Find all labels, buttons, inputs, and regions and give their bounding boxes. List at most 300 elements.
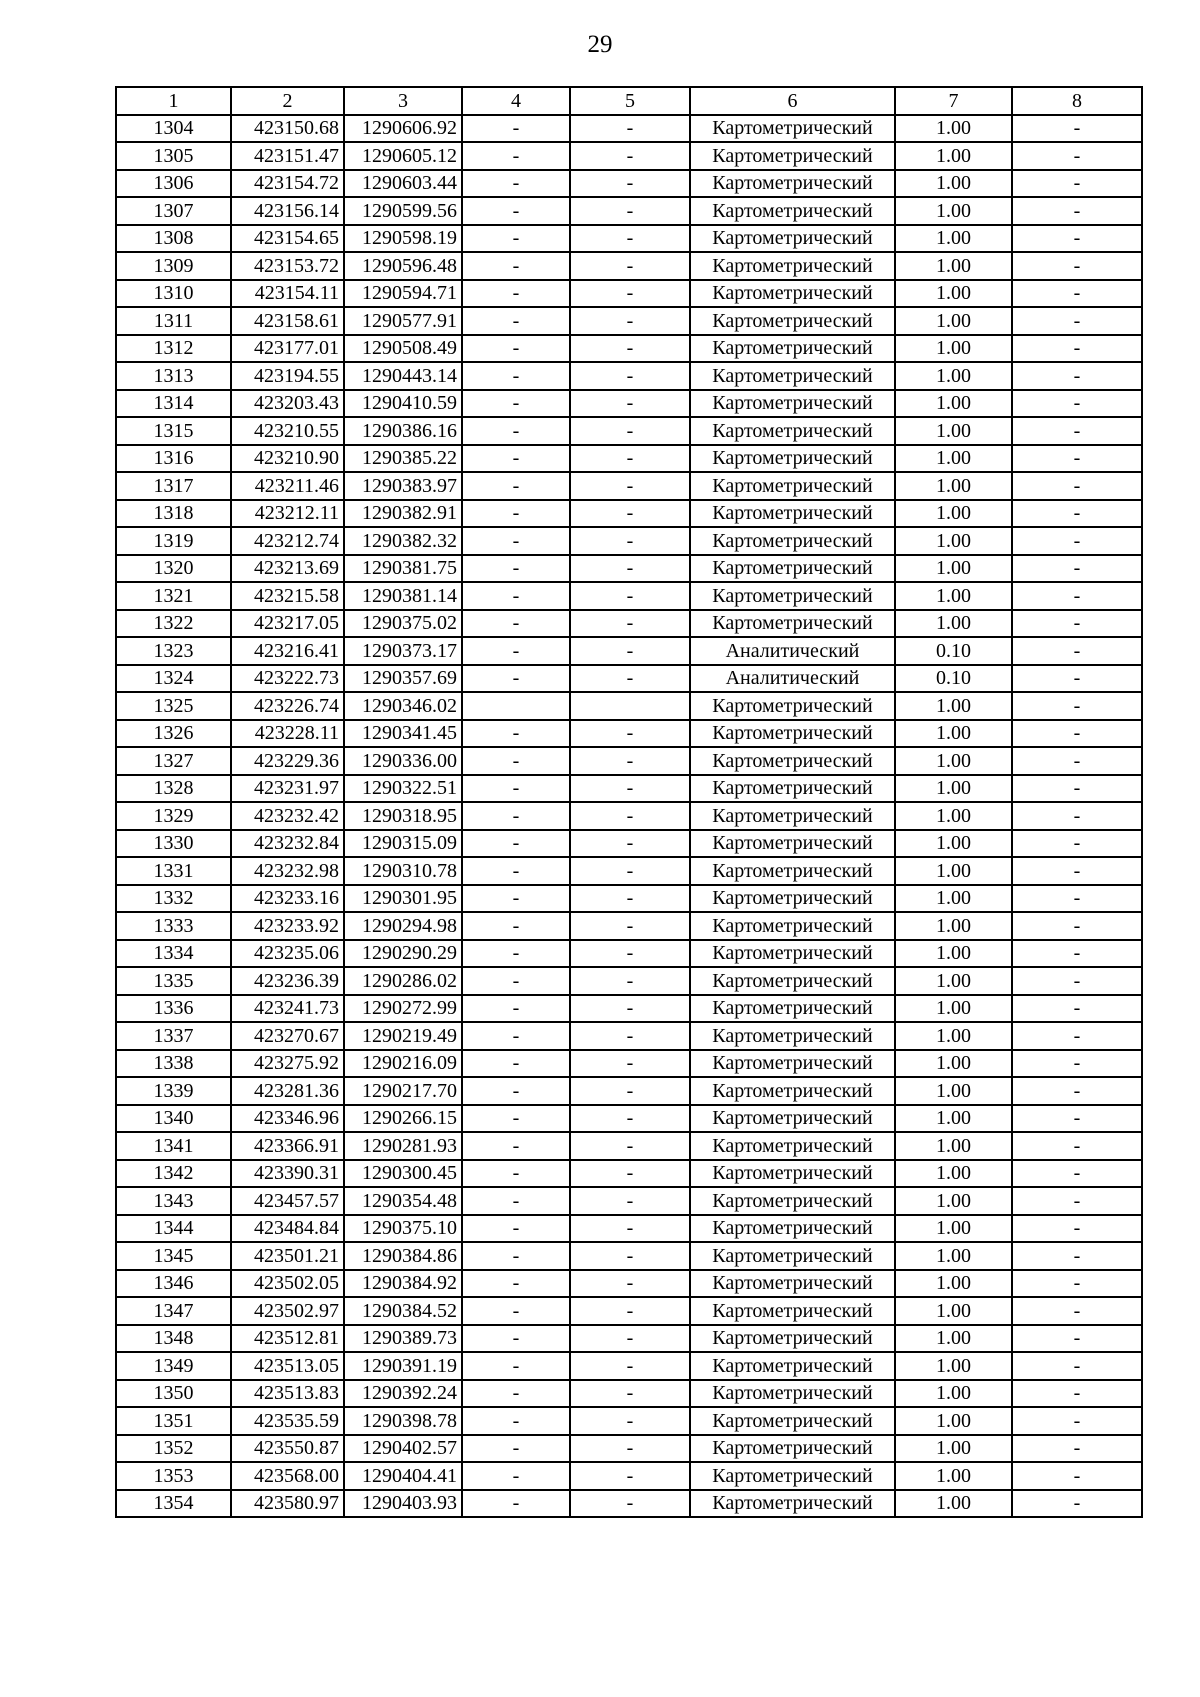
column-4-cell: -: [462, 1380, 570, 1408]
point-number-cell: 1347: [116, 1297, 231, 1325]
point-number-cell: 1338: [116, 1050, 231, 1078]
method-cell: Картометрический: [690, 775, 895, 803]
column-5-cell: -: [570, 1325, 690, 1353]
y-coordinate-cell: 1290318.95: [344, 802, 462, 830]
method-cell: Картометрический: [690, 857, 895, 885]
x-coordinate-cell: 423535.59: [231, 1407, 344, 1435]
method-cell: Картометрический: [690, 1022, 895, 1050]
table-row: [116, 885, 1142, 913]
column-8-cell: -: [1012, 252, 1142, 280]
method-cell: Картометрический: [690, 142, 895, 170]
accuracy-cell: 1.00: [895, 912, 1012, 940]
x-coordinate-cell: 423513.83: [231, 1380, 344, 1408]
column-8-cell: -: [1012, 720, 1142, 748]
column-header: 1: [116, 87, 231, 115]
column-8-cell: -: [1012, 307, 1142, 335]
column-8-cell: -: [1012, 665, 1142, 693]
accuracy-cell: 1.00: [895, 1407, 1012, 1435]
column-4-cell: [462, 692, 570, 720]
method-cell: Картометрический: [690, 1242, 895, 1270]
column-5-cell: -: [570, 445, 690, 473]
x-coordinate-cell: 423229.36: [231, 747, 344, 775]
y-coordinate-cell: 1290603.44: [344, 170, 462, 198]
point-number-cell: 1308: [116, 225, 231, 253]
method-cell: Картометрический: [690, 1297, 895, 1325]
column-8-cell: -: [1012, 225, 1142, 253]
x-coordinate-cell: 423226.74: [231, 692, 344, 720]
column-5-cell: -: [570, 1132, 690, 1160]
x-coordinate-cell: 423233.16: [231, 885, 344, 913]
column-8-cell: -: [1012, 1105, 1142, 1133]
table-row: [116, 995, 1142, 1023]
point-number-cell: 1306: [116, 170, 231, 198]
y-coordinate-cell: 1290301.95: [344, 885, 462, 913]
x-coordinate-cell: 423275.92: [231, 1050, 344, 1078]
method-cell: Картометрический: [690, 995, 895, 1023]
y-coordinate-cell: 1290383.97: [344, 472, 462, 500]
column-4-cell: -: [462, 775, 570, 803]
column-8-cell: -: [1012, 747, 1142, 775]
point-number-cell: 1305: [116, 142, 231, 170]
column-5-cell: -: [570, 225, 690, 253]
y-coordinate-cell: 1290598.19: [344, 225, 462, 253]
method-cell: Картометрический: [690, 170, 895, 198]
column-5-cell: -: [570, 1352, 690, 1380]
y-coordinate-cell: 1290385.22: [344, 445, 462, 473]
table-row: [116, 1297, 1142, 1325]
y-coordinate-cell: 1290508.49: [344, 335, 462, 363]
y-coordinate-cell: 1290375.10: [344, 1215, 462, 1243]
column-5-cell: -: [570, 1242, 690, 1270]
page-number: 29: [587, 31, 613, 58]
accuracy-cell: 1.00: [895, 142, 1012, 170]
y-coordinate-cell: 1290392.24: [344, 1380, 462, 1408]
column-4-cell: -: [462, 967, 570, 995]
x-coordinate-cell: 423501.21: [231, 1242, 344, 1270]
x-coordinate-cell: 423153.72: [231, 252, 344, 280]
method-cell: Картометрический: [690, 1352, 895, 1380]
point-number-cell: 1341: [116, 1132, 231, 1160]
column-4-cell: -: [462, 390, 570, 418]
accuracy-cell: 1.00: [895, 1215, 1012, 1243]
column-5-cell: -: [570, 307, 690, 335]
x-coordinate-cell: 423580.97: [231, 1490, 344, 1518]
x-coordinate-cell: 423154.72: [231, 170, 344, 198]
column-4-cell: -: [462, 500, 570, 528]
point-number-cell: 1324: [116, 665, 231, 693]
column-8-cell: -: [1012, 362, 1142, 390]
column-5-cell: -: [570, 252, 690, 280]
table-row: [116, 1077, 1142, 1105]
x-coordinate-cell: 423217.05: [231, 610, 344, 638]
accuracy-cell: 1.00: [895, 197, 1012, 225]
table-row: [116, 1215, 1142, 1243]
y-coordinate-cell: 1290606.92: [344, 115, 462, 143]
column-8-cell: -: [1012, 1325, 1142, 1353]
column-5-cell: -: [570, 995, 690, 1023]
y-coordinate-cell: 1290402.57: [344, 1435, 462, 1463]
method-cell: Картометрический: [690, 362, 895, 390]
column-8-cell: -: [1012, 637, 1142, 665]
column-4-cell: -: [462, 802, 570, 830]
column-5-cell: -: [570, 940, 690, 968]
table-row: [116, 280, 1142, 308]
column-8-cell: -: [1012, 967, 1142, 995]
x-coordinate-cell: 423346.96: [231, 1105, 344, 1133]
point-number-cell: 1353: [116, 1462, 231, 1490]
column-4-cell: -: [462, 335, 570, 363]
column-8-cell: -: [1012, 885, 1142, 913]
point-number-cell: 1343: [116, 1187, 231, 1215]
column-5-cell: -: [570, 775, 690, 803]
x-coordinate-cell: 423281.36: [231, 1077, 344, 1105]
column-8-cell: -: [1012, 1407, 1142, 1435]
column-8-cell: -: [1012, 1242, 1142, 1270]
point-number-cell: 1323: [116, 637, 231, 665]
y-coordinate-cell: 1290384.86: [344, 1242, 462, 1270]
column-4-cell: -: [462, 197, 570, 225]
column-8-cell: -: [1012, 1462, 1142, 1490]
y-coordinate-cell: 1290357.69: [344, 665, 462, 693]
table-row: [116, 252, 1142, 280]
column-4-cell: -: [462, 1215, 570, 1243]
table-row: [116, 1105, 1142, 1133]
column-5-cell: -: [570, 1297, 690, 1325]
method-cell: Аналитический: [690, 637, 895, 665]
y-coordinate-cell: 1290341.45: [344, 720, 462, 748]
column-8-cell: -: [1012, 527, 1142, 555]
accuracy-cell: 1.00: [895, 1297, 1012, 1325]
y-coordinate-cell: 1290346.02: [344, 692, 462, 720]
column-header: 4: [462, 87, 570, 115]
accuracy-cell: 1.00: [895, 1022, 1012, 1050]
column-5-cell: -: [570, 1435, 690, 1463]
column-4-cell: -: [462, 1077, 570, 1105]
table-row: [116, 197, 1142, 225]
column-5-cell: -: [570, 1077, 690, 1105]
accuracy-cell: 1.00: [895, 1325, 1012, 1353]
column-5-cell: -: [570, 280, 690, 308]
table-row: [116, 665, 1142, 693]
column-4-cell: -: [462, 1325, 570, 1353]
accuracy-cell: 1.00: [895, 1050, 1012, 1078]
column-8-cell: -: [1012, 802, 1142, 830]
column-4-cell: -: [462, 1297, 570, 1325]
x-coordinate-cell: 423210.55: [231, 417, 344, 445]
table-row: [116, 1462, 1142, 1490]
x-coordinate-cell: 423235.06: [231, 940, 344, 968]
column-5-cell: -: [570, 1187, 690, 1215]
x-coordinate-cell: 423154.11: [231, 280, 344, 308]
table-row: [116, 417, 1142, 445]
table-row: [116, 500, 1142, 528]
column-5-cell: -: [570, 142, 690, 170]
y-coordinate-cell: 1290354.48: [344, 1187, 462, 1215]
accuracy-cell: 1.00: [895, 170, 1012, 198]
point-number-cell: 1312: [116, 335, 231, 363]
column-8-cell: -: [1012, 912, 1142, 940]
column-5-cell: -: [570, 115, 690, 143]
point-number-cell: 1329: [116, 802, 231, 830]
point-number-cell: 1314: [116, 390, 231, 418]
column-8-cell: -: [1012, 197, 1142, 225]
column-8-cell: -: [1012, 1050, 1142, 1078]
column-8-cell: -: [1012, 1435, 1142, 1463]
x-coordinate-cell: 423194.55: [231, 362, 344, 390]
accuracy-cell: 1.00: [895, 390, 1012, 418]
method-cell: Картометрический: [690, 555, 895, 583]
table-row: [116, 720, 1142, 748]
column-8-cell: -: [1012, 1022, 1142, 1050]
column-5-cell: -: [570, 527, 690, 555]
y-coordinate-cell: 1290596.48: [344, 252, 462, 280]
table-row: [116, 1270, 1142, 1298]
point-number-cell: 1311: [116, 307, 231, 335]
x-coordinate-cell: 423270.67: [231, 1022, 344, 1050]
accuracy-cell: 1.00: [895, 692, 1012, 720]
accuracy-cell: 0.10: [895, 637, 1012, 665]
y-coordinate-cell: 1290217.70: [344, 1077, 462, 1105]
x-coordinate-cell: 423513.05: [231, 1352, 344, 1380]
point-number-cell: 1307: [116, 197, 231, 225]
method-cell: Картометрический: [690, 390, 895, 418]
column-8-cell: -: [1012, 1132, 1142, 1160]
y-coordinate-cell: 1290300.45: [344, 1160, 462, 1188]
accuracy-cell: 1.00: [895, 252, 1012, 280]
column-4-cell: -: [462, 582, 570, 610]
column-4-cell: -: [462, 885, 570, 913]
table-row: [116, 1242, 1142, 1270]
column-4-cell: -: [462, 665, 570, 693]
column-header: 3: [344, 87, 462, 115]
x-coordinate-cell: 423231.97: [231, 775, 344, 803]
point-number-cell: 1304: [116, 115, 231, 143]
column-8-cell: -: [1012, 1297, 1142, 1325]
method-cell: Картометрический: [690, 1407, 895, 1435]
y-coordinate-cell: 1290391.19: [344, 1352, 462, 1380]
column-4-cell: -: [462, 170, 570, 198]
table-row: [116, 335, 1142, 363]
column-8-cell: -: [1012, 830, 1142, 858]
point-number-cell: 1342: [116, 1160, 231, 1188]
x-coordinate-cell: 423502.97: [231, 1297, 344, 1325]
column-5-cell: -: [570, 170, 690, 198]
method-cell: Картометрический: [690, 1270, 895, 1298]
accuracy-cell: 1.00: [895, 307, 1012, 335]
method-cell: Картометрический: [690, 1160, 895, 1188]
x-coordinate-cell: 423457.57: [231, 1187, 344, 1215]
column-5-cell: -: [570, 747, 690, 775]
method-cell: Картометрический: [690, 1435, 895, 1463]
x-coordinate-cell: 423158.61: [231, 307, 344, 335]
table-row: [116, 610, 1142, 638]
column-8-cell: -: [1012, 1160, 1142, 1188]
column-5-cell: -: [570, 720, 690, 748]
column-4-cell: -: [462, 1490, 570, 1518]
x-coordinate-cell: 423177.01: [231, 335, 344, 363]
y-coordinate-cell: 1290443.14: [344, 362, 462, 390]
y-coordinate-cell: 1290266.15: [344, 1105, 462, 1133]
y-coordinate-cell: 1290410.59: [344, 390, 462, 418]
method-cell: Картометрический: [690, 830, 895, 858]
accuracy-cell: 1.00: [895, 555, 1012, 583]
method-cell: Картометрический: [690, 1050, 895, 1078]
point-number-cell: 1346: [116, 1270, 231, 1298]
column-5-cell: -: [570, 967, 690, 995]
column-5-cell: -: [570, 802, 690, 830]
column-4-cell: -: [462, 1105, 570, 1133]
y-coordinate-cell: 1290286.02: [344, 967, 462, 995]
method-cell: Картометрический: [690, 940, 895, 968]
accuracy-cell: 1.00: [895, 445, 1012, 473]
x-coordinate-cell: 423236.39: [231, 967, 344, 995]
accuracy-cell: 1.00: [895, 747, 1012, 775]
column-8-cell: -: [1012, 692, 1142, 720]
column-4-cell: -: [462, 857, 570, 885]
y-coordinate-cell: 1290381.14: [344, 582, 462, 610]
point-number-cell: 1326: [116, 720, 231, 748]
column-8-cell: -: [1012, 142, 1142, 170]
column-4-cell: -: [462, 445, 570, 473]
table-row: [116, 1050, 1142, 1078]
table-row: [116, 1187, 1142, 1215]
column-5-cell: -: [570, 1407, 690, 1435]
x-coordinate-cell: 423232.42: [231, 802, 344, 830]
point-number-cell: 1344: [116, 1215, 231, 1243]
table-row: [116, 775, 1142, 803]
column-4-cell: -: [462, 362, 570, 390]
table-row: [116, 912, 1142, 940]
y-coordinate-cell: 1290381.75: [344, 555, 462, 583]
method-cell: Картометрический: [690, 1132, 895, 1160]
column-5-cell: -: [570, 555, 690, 583]
point-number-cell: 1336: [116, 995, 231, 1023]
column-8-cell: -: [1012, 472, 1142, 500]
column-4-cell: -: [462, 830, 570, 858]
column-5-cell: -: [570, 1215, 690, 1243]
accuracy-cell: 1.00: [895, 1352, 1012, 1380]
x-coordinate-cell: 423512.81: [231, 1325, 344, 1353]
table-header-row: [116, 87, 1142, 115]
table-row: [116, 307, 1142, 335]
point-number-cell: 1318: [116, 500, 231, 528]
table-body: [116, 115, 1142, 1518]
accuracy-cell: 1.00: [895, 1242, 1012, 1270]
table-row: [116, 637, 1142, 665]
column-4-cell: -: [462, 720, 570, 748]
y-coordinate-cell: 1290389.73: [344, 1325, 462, 1353]
column-header: 7: [895, 87, 1012, 115]
column-5-cell: -: [570, 1022, 690, 1050]
y-coordinate-cell: 1290373.17: [344, 637, 462, 665]
y-coordinate-cell: 1290310.78: [344, 857, 462, 885]
x-coordinate-cell: 423151.47: [231, 142, 344, 170]
column-8-cell: -: [1012, 1077, 1142, 1105]
column-5-cell: -: [570, 582, 690, 610]
accuracy-cell: 1.00: [895, 362, 1012, 390]
column-4-cell: -: [462, 1435, 570, 1463]
x-coordinate-cell: 423232.84: [231, 830, 344, 858]
accuracy-cell: 1.00: [895, 720, 1012, 748]
accuracy-cell: 1.00: [895, 115, 1012, 143]
accuracy-cell: 1.00: [895, 857, 1012, 885]
point-number-cell: 1310: [116, 280, 231, 308]
column-8-cell: -: [1012, 500, 1142, 528]
table-row: [116, 692, 1142, 720]
table-row: [116, 1352, 1142, 1380]
table-row: [116, 940, 1142, 968]
point-number-cell: 1334: [116, 940, 231, 968]
column-4-cell: -: [462, 1132, 570, 1160]
column-8-cell: -: [1012, 1490, 1142, 1518]
table-row: [116, 802, 1142, 830]
point-number-cell: 1333: [116, 912, 231, 940]
x-coordinate-cell: 423212.11: [231, 500, 344, 528]
x-coordinate-cell: 423150.68: [231, 115, 344, 143]
x-coordinate-cell: 423215.58: [231, 582, 344, 610]
accuracy-cell: 1.00: [895, 417, 1012, 445]
method-cell: Картометрический: [690, 720, 895, 748]
accuracy-cell: 1.00: [895, 225, 1012, 253]
y-coordinate-cell: 1290294.98: [344, 912, 462, 940]
column-5-cell: -: [570, 885, 690, 913]
method-cell: Картометрический: [690, 197, 895, 225]
column-5-cell: -: [570, 1462, 690, 1490]
column-8-cell: -: [1012, 582, 1142, 610]
x-coordinate-cell: 423390.31: [231, 1160, 344, 1188]
accuracy-cell: 1.00: [895, 582, 1012, 610]
x-coordinate-cell: 423241.73: [231, 995, 344, 1023]
y-coordinate-cell: 1290605.12: [344, 142, 462, 170]
point-number-cell: 1317: [116, 472, 231, 500]
column-4-cell: -: [462, 637, 570, 665]
column-4-cell: -: [462, 1242, 570, 1270]
point-number-cell: 1313: [116, 362, 231, 390]
column-5-cell: -: [570, 362, 690, 390]
y-coordinate-cell: 1290384.52: [344, 1297, 462, 1325]
column-8-cell: -: [1012, 1215, 1142, 1243]
y-coordinate-cell: 1290322.51: [344, 775, 462, 803]
column-4-cell: -: [462, 472, 570, 500]
table-row: [116, 1132, 1142, 1160]
column-8-cell: -: [1012, 1270, 1142, 1298]
column-8-cell: -: [1012, 995, 1142, 1023]
x-coordinate-cell: 423228.11: [231, 720, 344, 748]
table-row: [116, 857, 1142, 885]
column-8-cell: -: [1012, 170, 1142, 198]
column-4-cell: -: [462, 252, 570, 280]
table-row: [116, 555, 1142, 583]
table-row: [116, 1380, 1142, 1408]
y-coordinate-cell: 1290315.09: [344, 830, 462, 858]
point-number-cell: 1330: [116, 830, 231, 858]
method-cell: Картометрический: [690, 885, 895, 913]
column-5-cell: -: [570, 335, 690, 363]
column-8-cell: -: [1012, 1187, 1142, 1215]
column-5-cell: -: [570, 1490, 690, 1518]
y-coordinate-cell: 1290403.93: [344, 1490, 462, 1518]
accuracy-cell: 1.00: [895, 1160, 1012, 1188]
column-5-cell: -: [570, 610, 690, 638]
table-row: [116, 472, 1142, 500]
method-cell: Картометрический: [690, 1490, 895, 1518]
accuracy-cell: 1.00: [895, 967, 1012, 995]
table-row: [116, 362, 1142, 390]
method-cell: Картометрический: [690, 252, 895, 280]
column-5-cell: -: [570, 390, 690, 418]
column-4-cell: -: [462, 225, 570, 253]
method-cell: Картометрический: [690, 1105, 895, 1133]
